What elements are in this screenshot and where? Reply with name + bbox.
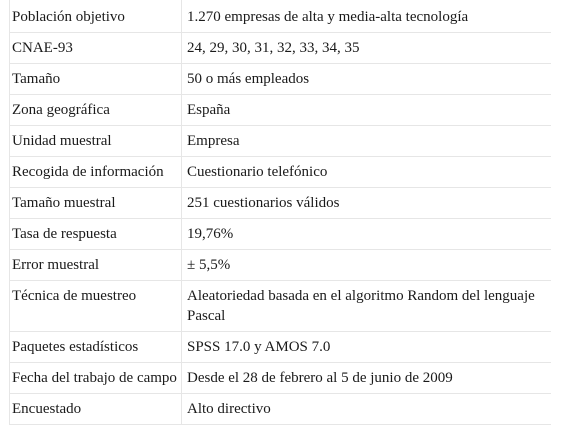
table-row <box>10 126 552 157</box>
row-value: Cuestionario telefónico <box>182 157 552 188</box>
row-label: Encuestado <box>10 394 182 425</box>
row-value: España <box>182 95 552 126</box>
row-value: Alto directivo <box>182 394 552 425</box>
table-row <box>10 250 552 281</box>
row-label: CNAE-93 <box>10 33 182 64</box>
row-value: Aleatoriedad basada en el algoritmo Random del lenguaje Pascal <box>182 281 552 332</box>
row-value: 1.270 empresas de alta y media-alta tecnología <box>182 0 552 33</box>
row-label: Técnica de muestreo <box>10 281 182 332</box>
table-row <box>10 332 552 363</box>
row-label: Paquetes estadísticos <box>10 332 182 363</box>
row-value: Empresa <box>182 126 552 157</box>
technical-sheet <box>9 0 551 445</box>
table-row <box>10 188 552 219</box>
row-value: 251 cuestionarios válidos <box>182 188 552 219</box>
table-row <box>10 394 552 425</box>
row-label: Tamaño <box>10 64 182 95</box>
row-label: Unidad muestral <box>10 126 182 157</box>
table-row <box>10 157 552 188</box>
table-row <box>10 0 552 33</box>
row-label: Recogida de información <box>10 157 182 188</box>
table-row <box>10 64 552 95</box>
row-value: 50 o más empleados <box>182 64 552 95</box>
row-value: 19,76% <box>182 219 552 250</box>
row-value: ± 5,5% <box>182 250 552 281</box>
row-label: Tasa de respuesta <box>10 219 182 250</box>
table-row <box>10 281 552 332</box>
row-label: Tamaño muestral <box>10 188 182 219</box>
technical-sheet-table <box>9 0 551 425</box>
table-row <box>10 95 552 126</box>
table-row <box>10 363 552 394</box>
row-value: SPSS 17.0 y AMOS 7.0 <box>182 332 552 363</box>
table-row <box>10 219 552 250</box>
row-label: Error muestral <box>10 250 182 281</box>
row-value: 24, 29, 30, 31, 32, 33, 34, 35 <box>182 33 552 64</box>
table-row <box>10 33 552 64</box>
row-value: Desde el 28 de febrero al 5 de junio de 2009 <box>182 363 552 394</box>
row-label: Fecha del trabajo de campo <box>10 363 182 394</box>
row-label: Población objetivo <box>10 0 182 33</box>
row-label: Zona geográfica <box>10 95 182 126</box>
